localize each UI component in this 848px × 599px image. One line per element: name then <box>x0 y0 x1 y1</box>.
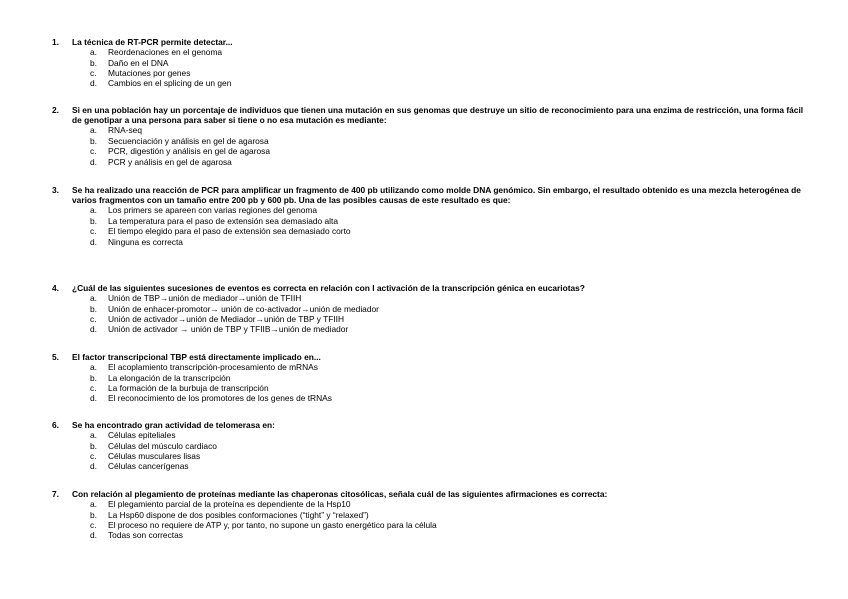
option-list <box>52 430 812 472</box>
option-letter: a. <box>90 205 97 216</box>
question-heading <box>52 37 812 47</box>
option-text: Todas son correctas <box>108 530 183 541</box>
option-c <box>52 314 812 324</box>
option-text: PCR, digestión y análisis en gel de agarosa <box>108 146 271 157</box>
option-a <box>52 125 812 135</box>
option-letter: c. <box>90 383 97 394</box>
question-number: 5. <box>52 352 59 362</box>
option-letter: a. <box>90 499 97 510</box>
question-heading <box>52 489 812 499</box>
option-c <box>52 451 812 461</box>
option-letter: d. <box>90 393 97 404</box>
option-text: Células del músculo cardiaco <box>108 440 217 451</box>
option-letter: c. <box>90 451 97 462</box>
option-b <box>52 441 812 451</box>
question-text: La técnica de RT-PCR permite detectar... <box>72 37 233 47</box>
option-letter: a. <box>90 362 97 373</box>
option-letter: b. <box>90 135 97 146</box>
option-b <box>52 58 812 68</box>
option-text: Cambios en el splicing de un gen <box>108 78 232 89</box>
option-list <box>52 499 812 541</box>
option-d <box>52 237 812 247</box>
option-d <box>52 157 812 167</box>
option-letter: a. <box>90 293 97 304</box>
question-1 <box>52 37 812 89</box>
option-d <box>52 393 812 403</box>
option-text: Reordenaciones en el genoma <box>108 47 223 58</box>
option-text: El acoplamiento transcripción-procesamiento de mRNAs <box>108 362 318 373</box>
option-list <box>52 362 812 404</box>
option-text: Mutaciones por genes <box>108 68 191 79</box>
question-number: 2. <box>52 105 59 115</box>
option-d <box>52 324 812 334</box>
option-text: La elongación de la transcripción <box>108 372 231 383</box>
option-c <box>52 383 812 393</box>
option-a <box>52 499 812 509</box>
option-letter: d. <box>90 461 97 472</box>
option-c <box>52 146 812 156</box>
option-b <box>52 216 812 226</box>
option-text: Células cancerígenas <box>108 461 189 472</box>
option-c <box>52 226 812 236</box>
option-a <box>52 293 812 303</box>
option-letter: d. <box>90 236 97 247</box>
option-letter: c. <box>90 520 97 531</box>
option-d <box>52 78 812 88</box>
option-letter: b. <box>90 440 97 451</box>
option-c <box>52 520 812 530</box>
question-number: 6. <box>52 420 59 430</box>
option-letter: a. <box>90 47 97 58</box>
option-letter: d. <box>90 156 97 167</box>
option-letter: c. <box>90 146 97 157</box>
option-list <box>52 205 812 247</box>
question-heading <box>52 105 812 125</box>
option-c <box>52 68 812 78</box>
option-letter: b. <box>90 57 97 68</box>
option-a <box>52 362 812 372</box>
option-letter: c. <box>90 68 97 79</box>
question-7 <box>52 489 812 541</box>
option-text: La temperatura para el paso de extensión sea demasiado alta <box>108 215 338 226</box>
option-b <box>52 510 812 520</box>
question-4 <box>52 283 812 335</box>
question-5 <box>52 352 812 404</box>
option-text: La Hsp60 dispone de dos posibles conformaciones (“tight” y “relaxed”) <box>108 509 369 520</box>
question-text: Se ha realizado una reacción de PCR para amplificar un fragmento de 400 pb utilizando como molde DNA genómico. Sin embargo, el resultado obtenido es una mezcla heterogénea de varios fragmentos con un tamaño entre 200 pb y 600 pb. Una de las posibles causas de este resultado es que: <box>72 185 801 206</box>
option-text: El plegamiento parcial de la proteína es dependiente de la Hsp10 <box>108 499 351 510</box>
option-text: PCR y análisis en gel de agarosa <box>108 156 232 167</box>
question-number: 1. <box>52 37 59 47</box>
option-list <box>52 293 812 335</box>
question-2 <box>52 105 812 167</box>
option-text: El proceso no requiere de ATP y, por tanto, no supone un gasto energético para la célula <box>108 520 437 531</box>
option-list <box>52 125 812 167</box>
question-heading <box>52 185 812 205</box>
question-number: 7. <box>52 489 59 499</box>
question-number: 3. <box>52 185 59 195</box>
option-b <box>52 373 812 383</box>
option-letter: d. <box>90 78 97 89</box>
option-text: Ninguna es correcta <box>108 236 183 247</box>
option-letter: d. <box>90 324 97 335</box>
question-heading <box>52 283 812 293</box>
option-letter: a. <box>90 430 97 441</box>
option-d <box>52 461 812 471</box>
question-text: Se ha encontrado gran actividad de telomerasa en: <box>72 420 275 430</box>
option-b <box>52 136 812 146</box>
option-a <box>52 47 812 57</box>
option-text: Los primers se apareen con varias regiones del genoma <box>108 205 318 216</box>
question-3 <box>52 185 812 247</box>
option-text: Células epiteliales <box>108 430 176 441</box>
question-text: Con relación al plegamiento de proteínas mediante las chaperonas citosólicas, señala cuál de las siguientes afirmaciones es correcta: <box>72 489 608 499</box>
option-text: El reconocimiento de los promotores de los genes de tRNAs <box>108 393 332 404</box>
option-letter: b. <box>90 215 97 226</box>
question-text: Si en una población hay un porcentaje de individuos que tienen una mutación en sus genomas que destruye un sitio de reconocimiento para una enzima de restricción, una forma fácil de genotipar a una persona para saber si tiene o no esa mutación es mediante: <box>72 105 804 126</box>
option-text: Unión de activador → unión de TBP y TFIIB→unión de mediador <box>108 324 349 335</box>
question-heading <box>52 420 812 430</box>
option-list <box>52 47 812 89</box>
option-text: RNA-seq <box>108 125 142 136</box>
option-letter: a. <box>90 125 97 136</box>
option-a <box>52 430 812 440</box>
option-text: El tiempo elegido para el paso de extensión sea demasiado corto <box>108 226 351 237</box>
question-text: El factor transcripcional TBP está directamente implicado en... <box>72 352 321 362</box>
option-text: Unión de activador→unión de Mediador→unión de TBP y TFIIH <box>108 314 345 325</box>
option-letter: c. <box>90 226 97 237</box>
option-text: Unión de TBP→unión de mediador→unión de TFIIH <box>108 293 302 304</box>
option-text: Daño en el DNA <box>108 57 169 68</box>
question-6 <box>52 420 812 472</box>
option-text: Secuenciación y análisis en gel de agarosa <box>108 135 269 146</box>
option-d <box>52 530 812 540</box>
question-heading <box>52 352 812 362</box>
option-text: Células musculares lisas <box>108 451 201 462</box>
question-text: ¿Cuál de las siguientes sucesiones de eventos es correcta en relación con l activación de la transcripción génica en eucariotas? <box>72 283 585 293</box>
option-text: La formación de la burbuja de transcripción <box>108 383 269 394</box>
option-letter: c. <box>90 314 97 325</box>
option-a <box>52 205 812 215</box>
option-letter: d. <box>90 530 97 541</box>
option-b <box>52 304 812 314</box>
option-text: Unión de enhacer-promotor→ unión de co-activador→unión de mediador <box>108 303 379 314</box>
option-letter: b. <box>90 303 97 314</box>
question-number: 4. <box>52 283 59 293</box>
option-letter: b. <box>90 372 97 383</box>
option-letter: b. <box>90 509 97 520</box>
